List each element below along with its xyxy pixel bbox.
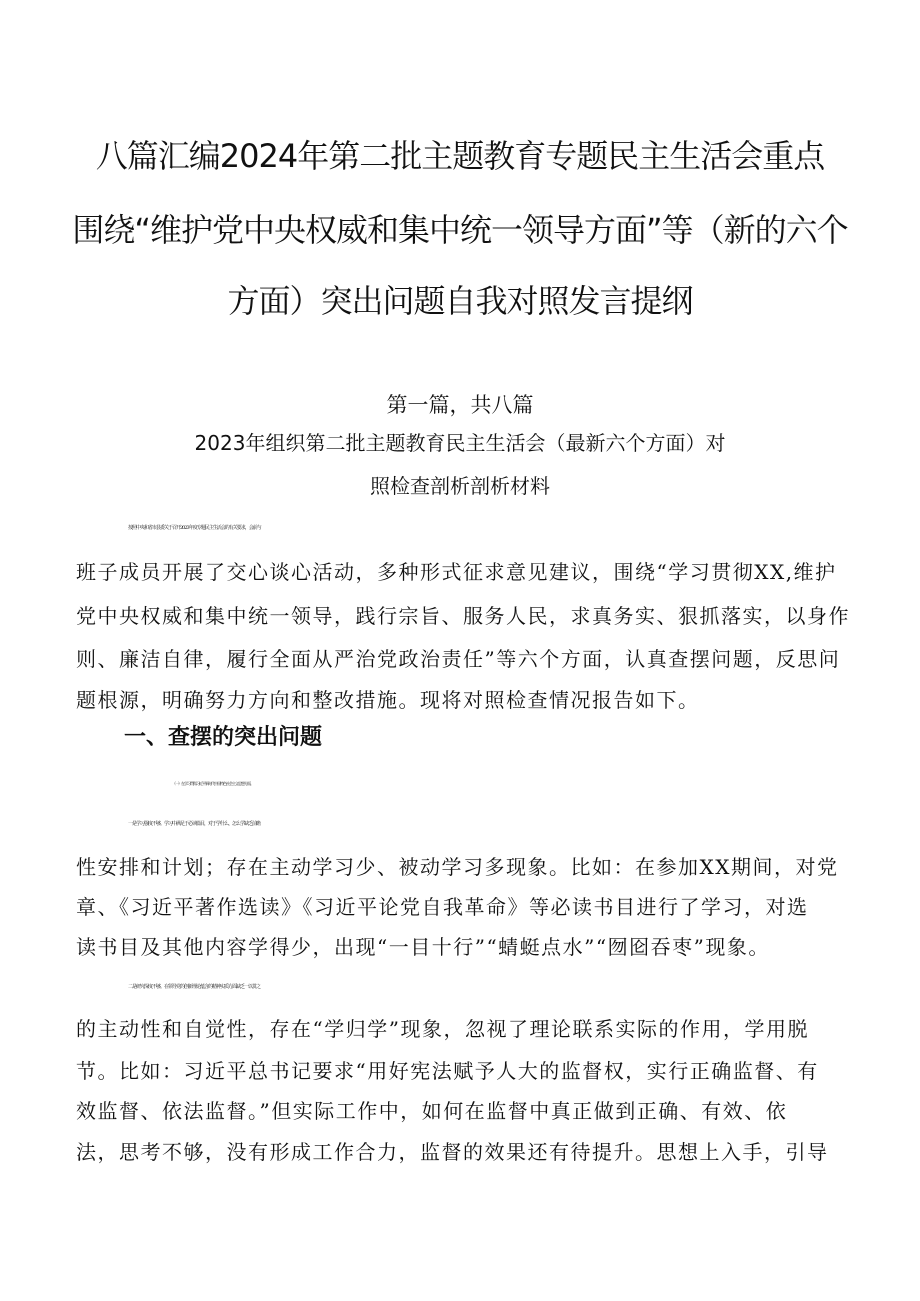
intro-line-4: 则、廉洁自律，履行全面从严治党政治责任”等六个方面，认真查摆问题，反思问 [76, 647, 841, 671]
intro-line-1: 按照中央和省市县委关于召开2023年度专题民主生活会的有关要求，会前与 [128, 525, 261, 531]
part-label: 第一篇，共八篇 [386, 393, 534, 417]
para1-line-4: 读书目及其他内容学得少，出现“一目十行”“蜻蜓点水”“囫囵吞枣”现象。 [76, 935, 770, 959]
article-subtitle-line-1: 2023年组织第二批主题教育民主生活会（最新六个方面）对 [194, 431, 726, 455]
para2-line-2: 的主动性和自觉性，存在“学归学”现象，忽视了理论联系实际的作用，学用脱 [76, 1017, 809, 1041]
para2-line-3: 节。比如：习近平总书记要求“用好宪法赋予人大的监督权，实行正确监督、有 [76, 1059, 819, 1083]
intro-line-3: 党中央权威和集中统一领导，践行宗旨、服务人民，求真务实、狠抓落实，以身作 [76, 604, 850, 628]
para1-line-3: 章、《习近平著作选读》《习近平论党自我革命》等必读书目进行了学习，对选 [76, 895, 809, 919]
document-title-line-1: 八篇汇编2024年第二批主题教育专题民主生活会重点 [95, 137, 825, 175]
para2-line-4: 效监督、依法监督。”但实际工作中，如何在监督中真正做到正确、有效、依 [76, 1099, 788, 1123]
intro-line-5: 题根源，明确努力方向和整改措施。现将对照检查情况报告如下。 [76, 688, 700, 712]
section-heading: 一、查摆的突出问题 [124, 725, 323, 750]
article-subtitle-line-2: 照检查剖析剖析材料 [370, 474, 550, 498]
document-title-line-3: 方面）突出问题自我对照发言提纲 [227, 282, 693, 320]
intro-line-2: 班子成员开展了交心谈心活动，多种形式征求意见建议，围绕“学习贯彻XX,维护 [76, 560, 837, 584]
subsection-heading: （一）在学习贯彻习近平新时代中国特色社会主义思想方面。 [172, 781, 253, 786]
para2-line-1: 二是研究深度不够。在领导党的创新理论蕴含的精神实质方面缺乏一以贯之 [128, 984, 261, 990]
para2-line-5: 法，思考不够，没有形成工作合力，监督的效果还有待提升。思想上入手，引导 [76, 1140, 829, 1164]
para1-line-1: 一是学习强度不够。学习中满足于必读篇目，对于学什么、怎么学缺乏前瞻 [128, 821, 261, 827]
para1-line-2: 性安排和计划；存在主动学习少、被动学习多现象。比如：在参加XX期间，对党 [76, 855, 839, 879]
document-title-line-2: 围绕“维护党中央权威和集中统一领导方面”等（新的六个 [72, 211, 848, 249]
